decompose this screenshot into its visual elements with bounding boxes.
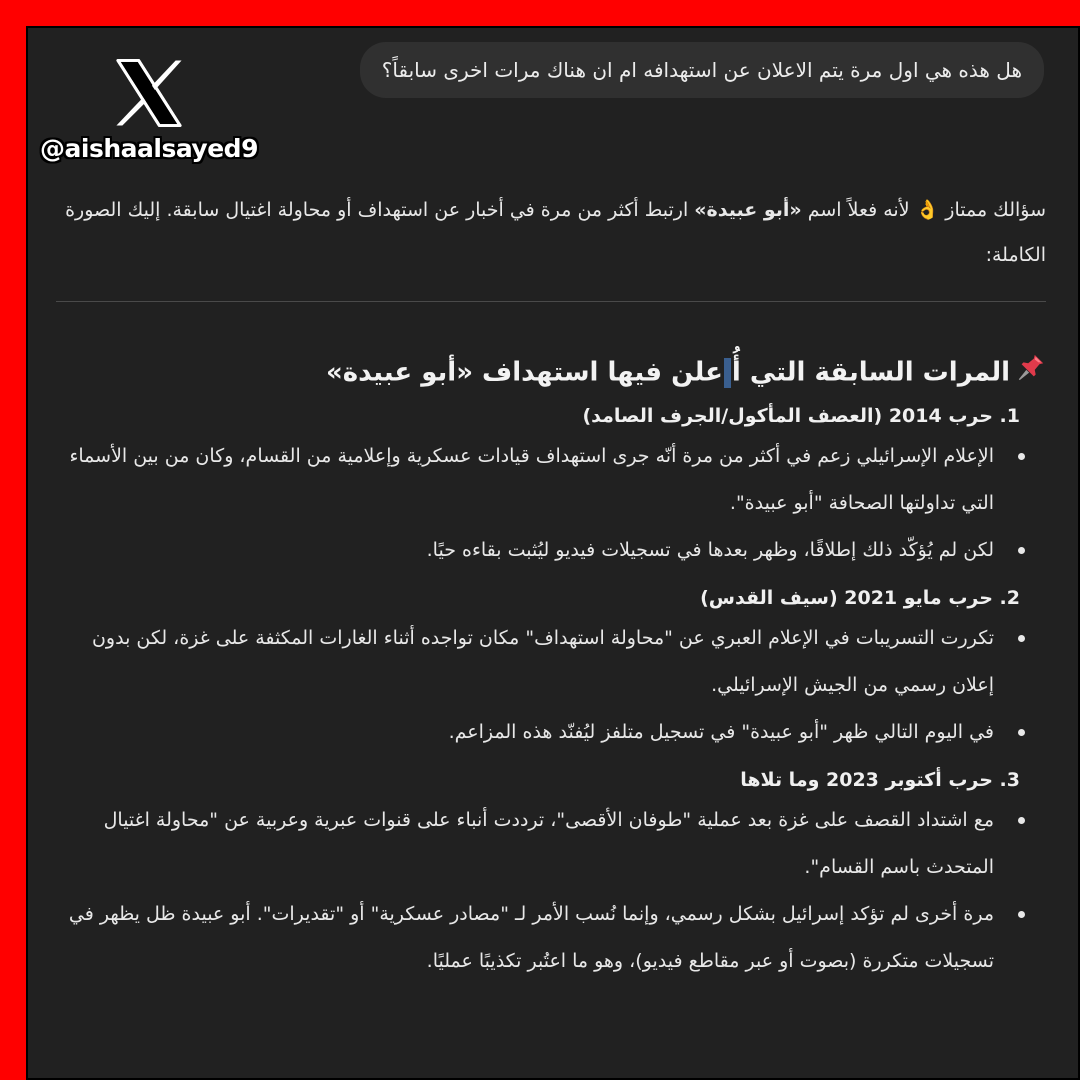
text-cursor	[724, 358, 731, 388]
watermark-handle: @aishaalsayed9	[40, 134, 258, 163]
list-item: تكررت التسريبات في الإعلام العبري عن "محاولة استهداف" مكان تواجده أثناء الغارات المكثفة على غزة، لكن بدون إعلان رسمي من الجيش الإسرائيلي.	[56, 615, 1046, 709]
section-heading	[56, 352, 1046, 392]
section-title: 3. حرب أكتوبر 2023 وما تلاها	[740, 769, 1020, 791]
list-item: لكن لم يُؤكّد ذلك إطلاقًا، وظهر بعدها في تسجيلات فيديو ليُثبت بقاءه حيًا.	[56, 527, 1046, 574]
section-3	[56, 763, 1046, 985]
pushpin-icon	[1016, 352, 1046, 394]
section-2	[56, 581, 1046, 756]
list-item: مرة أخرى لم تؤكد إسرائيل بشكل رسمي، وإنما نُسب الأمر لـ "مصادر عسكرية" أو "تقديرات". أبو عبيدة ظل يظهر في تسجيلات متكررة (بصوت أو عبر مقاطع فيديو)، وهو ما اعتُبر تكذيبًا عمليًا.	[56, 891, 1046, 985]
divider	[56, 301, 1046, 302]
heading-text-2: علن فيها استهداف «أبو عبيدة»	[326, 357, 723, 388]
heading-text-1: المرات السابقة التي أُ	[731, 357, 1010, 388]
chat-screenshot	[26, 26, 1080, 1080]
section-1	[56, 399, 1046, 574]
section-title: 1. حرب 2014 (العصف المأكول/الجرف الصامد)	[582, 405, 1020, 427]
assistant-reply	[56, 188, 1046, 985]
intro-bold-name: «أبو عبيدة»	[694, 199, 802, 221]
section-title: 2. حرب مايو 2021 (سيف القدس)	[700, 587, 1020, 609]
x-logo-icon	[112, 56, 186, 130]
reply-intro	[56, 188, 1046, 278]
intro-text-1: سؤالك ممتاز 👌 لأنه فعلاً اسم	[801, 199, 1046, 221]
watermark	[34, 48, 264, 163]
list-item: مع اشتداد القصف على غزة بعد عملية "طوفان الأقصى"، ترددت أنباء على قنوات عبرية وعربية عن "محاولة اغتيال المتحدث باسم القسام".	[56, 797, 1046, 891]
list-item: في اليوم التالي ظهر "أبو عبيدة" في تسجيل متلفز ليُفنّد هذه المزاعم.	[56, 709, 1046, 756]
user-message-bubble: هل هذه هي اول مرة يتم الاعلان عن استهدافه ام ان هناك مرات اخرى سابقاً؟	[360, 42, 1044, 98]
list-item: الإعلام الإسرائيلي زعم في أكثر من مرة أنّه جرى استهداف قيادات عسكرية وإعلامية من القسام، وكان من بين الأسماء التي تداولتها الصحافة "أبو عبيدة".	[56, 433, 1046, 527]
intro-text-2: ارتبط أكثر من مرة في أخبار عن استهداف أو محاولة اغتيال سابقة. إليك الصورة الكاملة:	[65, 199, 1046, 266]
